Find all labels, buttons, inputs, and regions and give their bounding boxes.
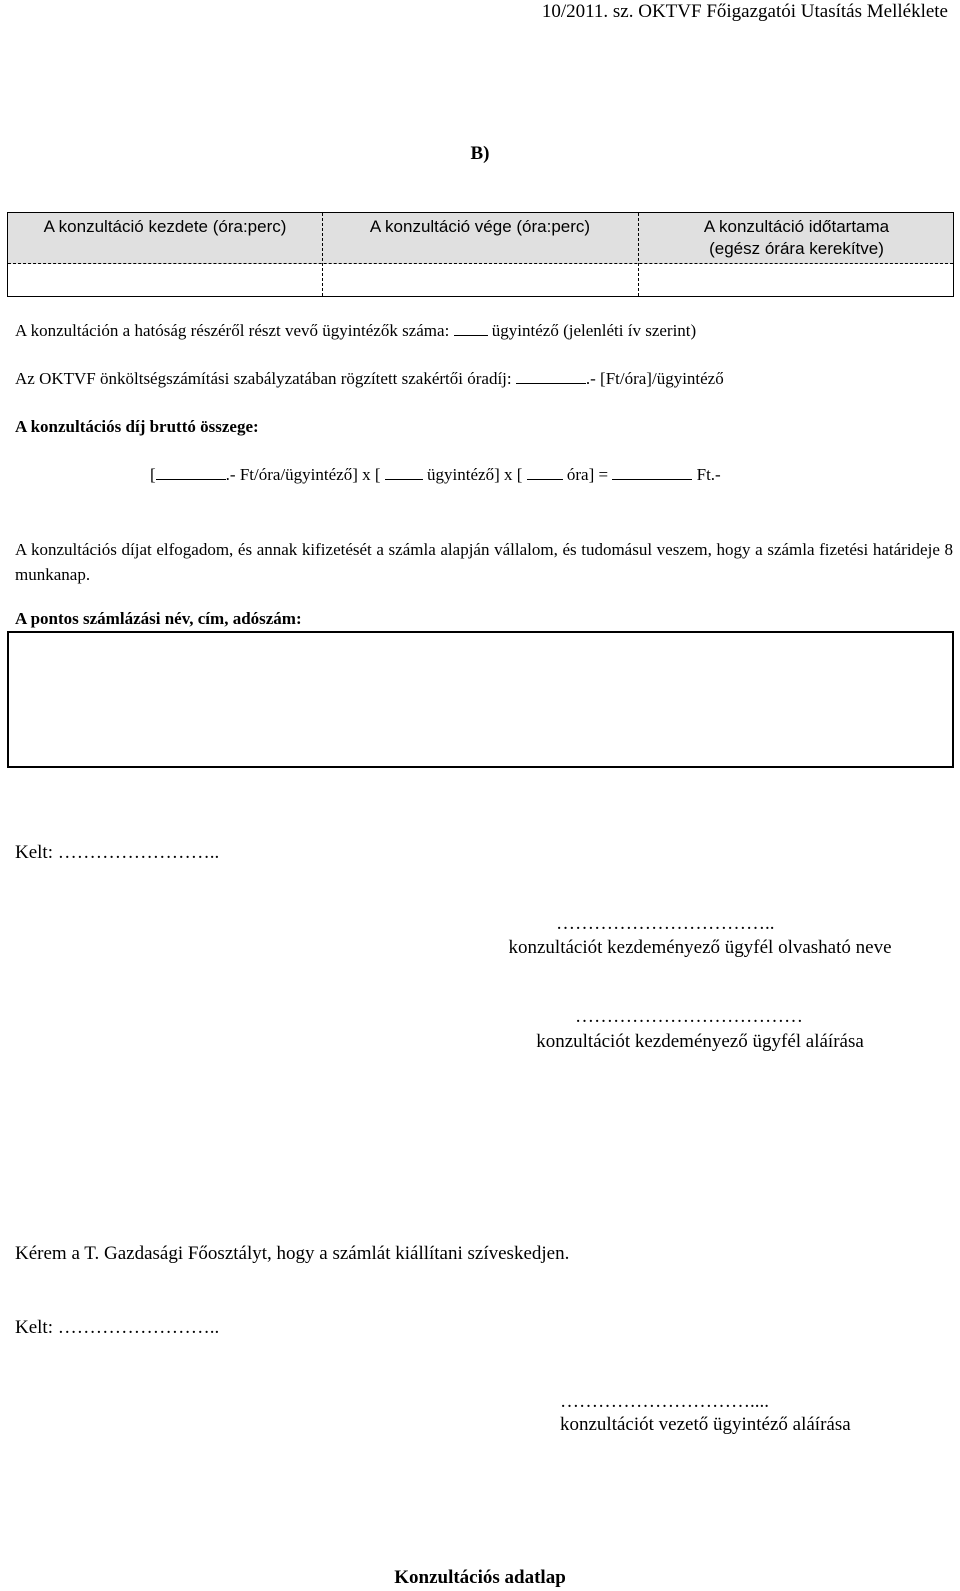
start-time-field[interactable] xyxy=(8,264,322,297)
duration-header-line1: A konzultáció időtartama xyxy=(703,217,890,236)
kelt-date-1: Kelt: …………………….. xyxy=(15,842,220,863)
document-header: 10/2011. sz. OKTVF Főigazgatói Utasítás Melléklete xyxy=(541,1,948,22)
form-title: Konzultációs adatlap xyxy=(394,1567,566,1588)
billing-details-field[interactable] xyxy=(7,631,954,768)
fee-hours-field[interactable] xyxy=(527,465,563,480)
fee-staff-field[interactable] xyxy=(385,465,423,480)
fee-hours-unit: óra] = xyxy=(566,465,609,484)
fee-rate-field[interactable] xyxy=(156,465,226,480)
fee-staff-unit: ügyintéző] x [ xyxy=(427,465,523,484)
fee-total-field[interactable] xyxy=(612,465,692,480)
end-time-header: A konzultáció vége (óra:perc) xyxy=(369,217,591,236)
client-signature-dots: ……………………………… xyxy=(575,1006,803,1027)
end-time-field[interactable] xyxy=(323,264,638,297)
time-table xyxy=(7,212,954,297)
fee-rate-unit: .- Ft/óra/ügyintéző] x [ xyxy=(225,465,381,484)
fee-currency: Ft.- xyxy=(696,465,721,484)
billing-heading: A pontos számlázási név, cím, adószám: xyxy=(15,609,302,628)
fee-open-bracket: [ xyxy=(150,465,156,484)
hourly-rate-field[interactable] xyxy=(516,369,586,384)
kelt-date-2: Kelt: …………………….. xyxy=(15,1317,220,1338)
section-label: B) xyxy=(470,143,490,164)
duration-field[interactable] xyxy=(639,264,954,297)
acceptance-paragraph: A konzultációs díjat elfogadom, és annak kifizetését a számla alapján vállalom, és tudomásul veszem, hogy a számla fizetési határideje 8 munkanap. xyxy=(15,540,953,584)
client-name-dots: …………………………….. xyxy=(556,913,775,934)
hourly-rate-line xyxy=(15,369,724,389)
duration-header-line2: (egész órára kerekítve) xyxy=(709,239,884,258)
participants-line xyxy=(15,321,696,341)
invoice-request: Kérem a T. Gazdasági Főosztályt, hogy a számlát kiállítani szíveskedjen. xyxy=(15,1243,570,1264)
duration-header xyxy=(638,216,955,260)
client-signature-label: konzultációt kezdeményező ügyfél aláírása xyxy=(536,1031,864,1052)
officer-signature-label: konzultációt vezető ügyintéző aláírása xyxy=(560,1414,851,1435)
participants-label: A konzultáción a hatóság részéről részt vevő ügyintézők száma: xyxy=(15,321,450,340)
fee-formula xyxy=(150,465,721,485)
officer-signature-dots: ………………………….... xyxy=(560,1391,769,1412)
hourly-rate-label: Az OKTVF önköltségszámítási szabályzatában rögzített szakértői óradíj: xyxy=(15,369,512,388)
fee-heading: A konzultációs díj bruttó összege: xyxy=(15,417,259,436)
client-name-label: konzultációt kezdeményező ügyfél olvasható neve xyxy=(508,937,892,958)
participants-suffix: ügyintéző (jelenléti ív szerint) xyxy=(491,321,697,340)
participants-count-field[interactable] xyxy=(454,321,488,336)
start-time-header: A konzultáció kezdete (óra:perc) xyxy=(43,217,287,236)
hourly-rate-suffix: .- [Ft/óra]/ügyintéző xyxy=(585,369,724,388)
